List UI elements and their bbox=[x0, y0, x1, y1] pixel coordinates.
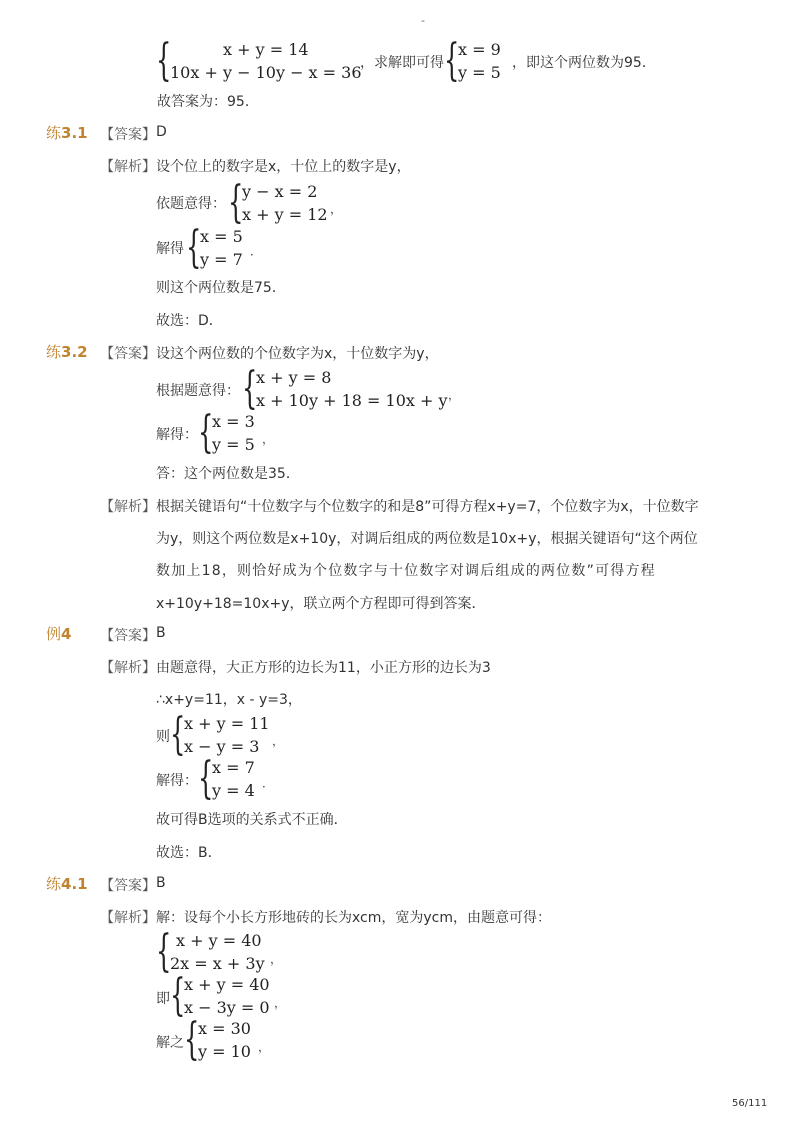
label: 即 bbox=[156, 991, 170, 1007]
answer-value: B bbox=[156, 625, 166, 641]
page-number: 56/111 bbox=[732, 1098, 768, 1109]
text: 解：设每个小长方形地砖的长为xcm，宽为ycm，由题意可得： bbox=[156, 910, 551, 926]
tag-prefix: 练 bbox=[46, 875, 62, 893]
brace-icon: { bbox=[186, 222, 202, 273]
label: 解得： bbox=[156, 427, 198, 443]
equation-system bbox=[156, 35, 362, 86]
equation: y = 5 bbox=[212, 435, 255, 454]
label: 解得 bbox=[156, 241, 184, 257]
punct: ， bbox=[272, 734, 285, 748]
section-tag bbox=[46, 623, 71, 644]
answer-line: 故答案为：95. bbox=[157, 94, 250, 110]
equation: x = 7 bbox=[212, 758, 255, 777]
tag-number: 4.1 bbox=[61, 875, 88, 893]
text: 由题意得，大正方形的边长为11，小正方形的边长为3 bbox=[156, 660, 491, 676]
equation: 10x + y − 10y − x = 36 bbox=[170, 63, 362, 82]
analysis-label: 【解析】 bbox=[100, 660, 156, 676]
tag-prefix: 练 bbox=[46, 343, 62, 361]
equation-system bbox=[170, 970, 270, 1021]
equation: x + y = 40 bbox=[184, 975, 270, 994]
equation: x − y = 3 bbox=[184, 737, 260, 756]
section-tag bbox=[46, 341, 88, 362]
text: x+10y+18=10x+y，联立两个方程即可得到答案． bbox=[156, 596, 486, 612]
text: 故可得B选项的关系式不正确． bbox=[156, 812, 348, 828]
brace-icon: { bbox=[228, 177, 244, 228]
equation-system bbox=[228, 177, 328, 228]
answer-label: 【答案】 bbox=[100, 878, 156, 894]
brace-icon: { bbox=[184, 1014, 200, 1065]
text: 故选：D． bbox=[156, 313, 223, 329]
text: 数加上18，则恰好成为个位数字与十位数字对调后组成的两位数”可得方程 bbox=[156, 563, 656, 579]
punct: ， bbox=[262, 432, 275, 446]
label: 解得： bbox=[156, 773, 198, 789]
analysis-label: 【解析】 bbox=[100, 499, 156, 515]
answer-label: 【答案】 bbox=[100, 628, 156, 644]
equation-system bbox=[242, 363, 448, 414]
equation: x + y = 12 bbox=[242, 205, 328, 224]
text: 故选：B． bbox=[156, 845, 222, 861]
text: 设这个两位数的个位数字为x，十位数字为y， bbox=[156, 346, 439, 362]
brace-icon: { bbox=[156, 926, 172, 977]
solution-system bbox=[444, 35, 501, 86]
equation: y = 5 bbox=[458, 63, 501, 82]
punct: ， bbox=[448, 388, 461, 402]
equation: x = 30 bbox=[198, 1019, 251, 1038]
punct: ， bbox=[330, 202, 343, 216]
equation: x = 5 bbox=[200, 227, 243, 246]
brace-icon: { bbox=[156, 35, 172, 86]
answer-label: 【答案】 bbox=[100, 346, 156, 362]
equation-system bbox=[170, 709, 270, 760]
tag-number: 4 bbox=[61, 625, 72, 643]
punct: ， bbox=[274, 996, 287, 1010]
brace-icon: { bbox=[444, 35, 460, 86]
text: 答：这个两位数是35． bbox=[156, 466, 300, 482]
solution-system bbox=[184, 1014, 251, 1065]
equation: x + y = 14 bbox=[222, 40, 309, 59]
equation: y = 4 bbox=[212, 781, 255, 800]
solution-system bbox=[198, 753, 255, 804]
equation: x − 3y = 0 bbox=[184, 998, 270, 1017]
analysis-label: 【解析】 bbox=[100, 159, 156, 175]
answer-value: B bbox=[156, 875, 166, 891]
solution-system bbox=[198, 407, 255, 458]
analysis-label: 【解析】 bbox=[100, 910, 156, 926]
equation: y = 10 bbox=[198, 1042, 251, 1061]
answer-label: 【答案】 bbox=[100, 127, 156, 143]
brace-icon: { bbox=[242, 363, 258, 414]
label: 依题意得： bbox=[156, 196, 226, 212]
equation: x + y = 40 bbox=[176, 931, 262, 950]
equation: x = 3 bbox=[212, 412, 255, 431]
tag-number: 3.1 bbox=[61, 124, 88, 142]
tag-number: 3.2 bbox=[61, 343, 88, 361]
tag-prefix: 练 bbox=[46, 124, 62, 142]
equation: 2x = x + 3y bbox=[170, 954, 265, 973]
section-tag bbox=[46, 122, 88, 143]
brace-icon: { bbox=[198, 407, 214, 458]
equation: x + y = 8 bbox=[256, 368, 332, 387]
label: 则 bbox=[156, 729, 170, 745]
punct: ， bbox=[270, 952, 283, 966]
equation: x + 10y + 18 = 10x + y bbox=[256, 391, 448, 410]
equation-system bbox=[156, 926, 265, 977]
top-dash: - bbox=[421, 14, 425, 27]
punct: ． bbox=[262, 776, 275, 790]
tag-prefix: 例 bbox=[46, 625, 62, 643]
brace-icon: { bbox=[170, 970, 186, 1021]
text: 根据关键语句“十位数字与个位数字的和是8”可得方程x+y=7，个位数字为x，十位数字 bbox=[156, 499, 699, 515]
punct: ． bbox=[250, 244, 263, 258]
text: ，即这个两位数为95． bbox=[512, 55, 656, 71]
brace-icon: { bbox=[170, 709, 186, 760]
text: 设个位上的数字是x，十位上的数字是y， bbox=[156, 159, 411, 175]
brace-icon: { bbox=[198, 753, 214, 804]
solution-system bbox=[186, 222, 243, 273]
equation: x = 9 bbox=[458, 40, 501, 59]
text: ，求解即可得 bbox=[360, 55, 444, 71]
text: 则这个两位数是75． bbox=[156, 280, 286, 296]
label: 解之 bbox=[156, 1035, 184, 1051]
text: ∴x+y=11，x - y=3， bbox=[156, 692, 302, 708]
equation: y − x = 2 bbox=[242, 182, 318, 201]
punct: ， bbox=[258, 1040, 271, 1054]
equation: x + y = 11 bbox=[184, 714, 270, 733]
equation: y = 7 bbox=[200, 250, 243, 269]
section-tag bbox=[46, 873, 88, 894]
label: 根据题意得： bbox=[156, 383, 240, 399]
text: 为y，则这个两位数是x+10y，对调后组成的两位数是10x+y，根据关键语句“这个两位 bbox=[156, 531, 698, 547]
answer-value: D bbox=[156, 124, 167, 140]
